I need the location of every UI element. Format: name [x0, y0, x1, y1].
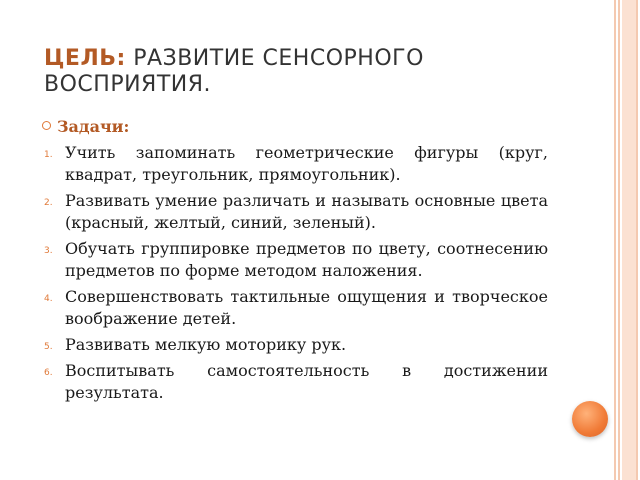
tasks-header	[42, 116, 129, 138]
list-item-text: Учить запоминать геометрические фигуры (круг, квадрат, треугольник, прямоугольник).	[65, 143, 548, 184]
border-stripe	[618, 0, 620, 480]
list-number: 3.	[44, 246, 53, 256]
border-stripe	[622, 0, 636, 480]
list-item-text: Развивать мелкую моторику рук.	[65, 335, 347, 354]
tasks-header-label: Задачи:	[57, 117, 130, 136]
list-item-text: Воспитывать самостоятельность в достижении результата.	[65, 361, 548, 402]
list-number: 1.	[44, 150, 53, 160]
list-item	[44, 238, 548, 282]
list-item	[44, 360, 548, 404]
border-stripe	[636, 0, 638, 480]
list-number: 5.	[44, 342, 53, 352]
slide-title	[44, 46, 584, 98]
title-text: РАЗВИТИЕ СЕНСОРНОГО ВОСПРИЯТИЯ.	[44, 46, 424, 97]
list-item	[44, 142, 548, 186]
list-item-text: Обучать группировке предметов по цвету, соотнесению предметов по форме методом наложения.	[65, 239, 548, 280]
tasks-list	[44, 142, 548, 408]
list-item-text: Совершенствовать тактильные ощущения и творческое воображение детей.	[65, 287, 548, 328]
list-number: 2.	[44, 198, 53, 208]
list-item-text: Развивать умение различать и называть основные цвета (красный, желтый, синий, зеленый).	[65, 191, 548, 232]
list-item	[44, 334, 548, 356]
orange-circle-icon[interactable]	[572, 401, 608, 437]
border-stripe	[614, 0, 616, 480]
list-item	[44, 286, 548, 330]
circle-bullet-icon	[42, 121, 51, 130]
list-number: 6.	[44, 368, 53, 378]
list-number: 4.	[44, 294, 53, 304]
title-accent: ЦЕЛЬ:	[44, 46, 126, 71]
list-item	[44, 190, 548, 234]
